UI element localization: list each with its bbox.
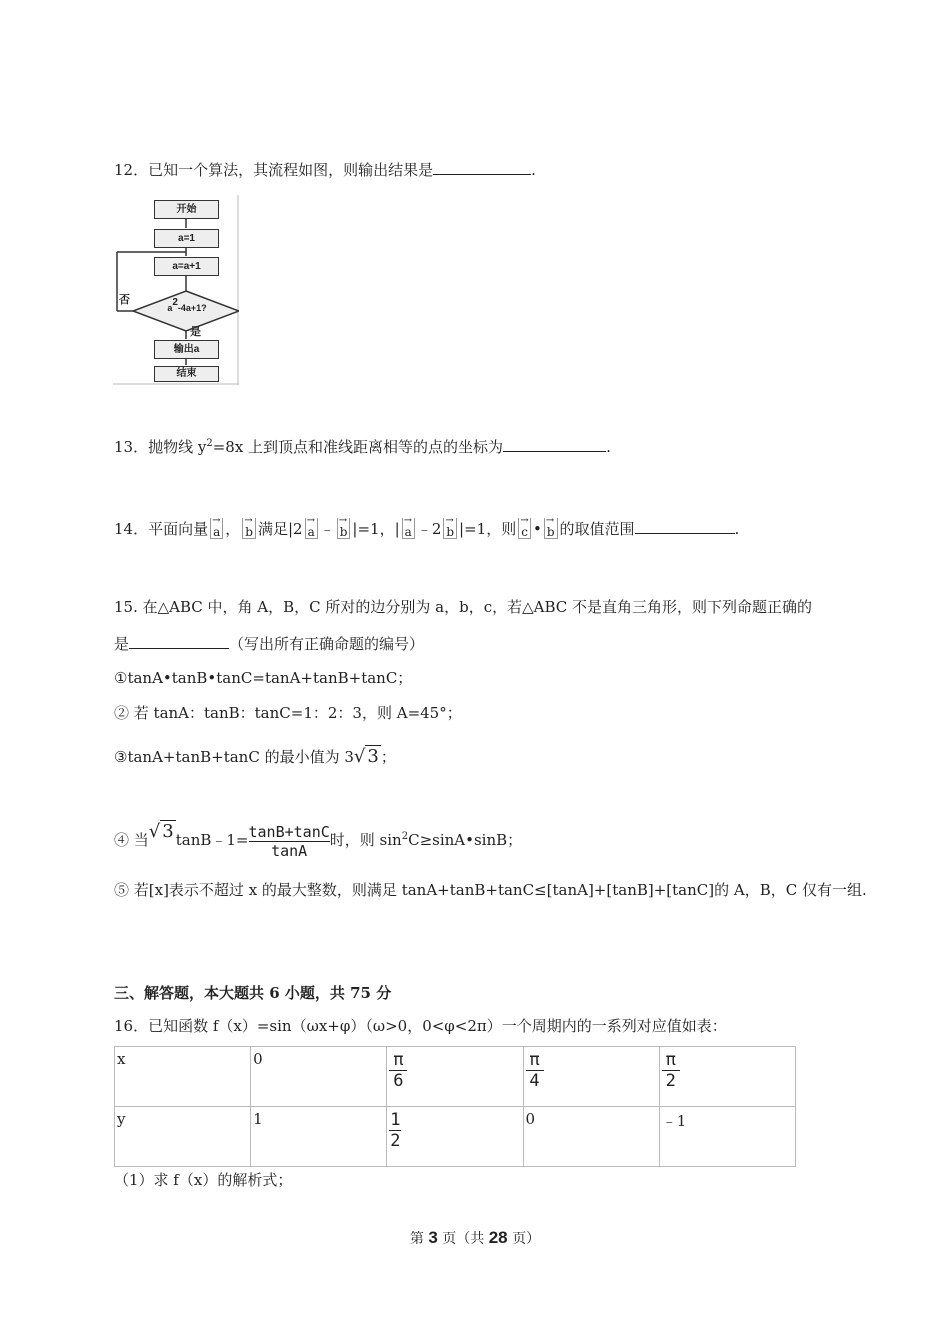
fraction: $\frac{\tan B+\tan C}{\tan A}$ — [248, 822, 330, 860]
table-row — [115, 1047, 796, 1107]
answer-blank — [635, 519, 735, 534]
table-cell: 1 — [251, 1107, 387, 1167]
value-table — [114, 1046, 796, 1167]
flow-condition: $a^2-4a+1$? — [167, 297, 207, 313]
flow-end-box: 结束 — [154, 366, 219, 382]
fraction: $\frac{1}{2}$ — [390, 1110, 401, 1151]
question-16-part-1: （1）求 f（x）的解析式； — [114, 1171, 293, 1189]
flow-no-label: 否 — [119, 293, 130, 306]
fraction: $\frac{\pi}{4}$ — [526, 1050, 544, 1091]
table-cell: y — [115, 1107, 251, 1167]
page-number: 3 — [428, 1228, 438, 1247]
question-14: 14．平面向量→ a ，→ b 满足|2→ a ﹣→ b |=1，|→ a ﹣2→ b |=1，则→ c •→ b 的取值范围 . — [114, 518, 739, 539]
fraction: $\frac{\pi}{2}$ — [662, 1050, 680, 1091]
vector-b: → b — [443, 518, 457, 539]
q15-line1: 15. 在△ABC 中，角 A，B，C 所对的边分别为 a，b，c，若△ABC 不是直角三角形，则下列命题正确的 — [114, 598, 813, 616]
q15-proposition-2: ② 若 tanA：tanB：tanC=1：2：3，则 A=45°； — [114, 704, 462, 722]
q15-line2: 是 （写出所有正确命题的编号） — [114, 635, 425, 653]
table-cell — [387, 1047, 523, 1107]
flow-init-box: a=1 — [154, 229, 219, 248]
vector-a: → a — [210, 518, 223, 539]
table-cell — [523, 1047, 659, 1107]
sqrt-symbol: √ 3 — [148, 821, 174, 842]
question-16: 16．已知函数 f（x）=sin（ωx+φ）（ω>0，0<φ<2π）一个周期内的一系列对应值如表： — [114, 1017, 727, 1035]
table-cell: 0 — [251, 1047, 387, 1107]
table-cell: 0 — [523, 1107, 659, 1167]
question-13: 13．抛物线 $y^2=8x$ 上到顶点和准线距离相等的点的坐标为 . — [114, 438, 611, 456]
section-heading: 三、解答题，本大题共 6 小题，共 75 分 — [114, 984, 392, 1002]
q15-proposition-5: ⑤ 若[x]表示不超过 x 的最大整数，则满足 tanA+tanB+tanC≤[tanA]+[tanB]+[tanC]的 A，B，C 仅有一组. — [114, 881, 867, 899]
table-cell: x — [115, 1047, 251, 1107]
table-cell — [659, 1047, 795, 1107]
page-footer: 第 3 页（共 28 页） — [409, 1228, 541, 1247]
flowchart — [113, 195, 239, 385]
sqrt-symbol: √ 3 — [353, 746, 379, 767]
table-cell — [387, 1107, 523, 1167]
flow-step-box: a=a+1 — [154, 257, 219, 276]
table-row — [115, 1107, 796, 1167]
answer-blank — [503, 437, 606, 452]
question-12: 12．已知一个算法，其流程如图，则输出结果是 . — [114, 161, 536, 179]
total-pages: 28 — [488, 1228, 508, 1247]
answer-blank — [433, 160, 531, 175]
vector-a: → a — [305, 518, 318, 539]
vector-a: → a — [402, 518, 415, 539]
flow-yes-label: 是 — [190, 325, 201, 338]
flow-start-box: 开始 — [154, 200, 219, 219]
flow-output-box: 输出a — [154, 340, 219, 359]
answer-blank — [129, 634, 229, 649]
q12-text: 12．已知一个算法，其流程如图，则输出结果是 — [114, 161, 434, 179]
q15-proposition-3: ③tanA+tanB+tanC 的最小值为 3√ 3 ； — [114, 746, 396, 767]
vector-b: → b — [337, 518, 351, 539]
vector-b: → b — [242, 518, 256, 539]
table-cell: ﹣1 — [659, 1107, 795, 1167]
vector-b: → b — [544, 518, 558, 539]
vector-c: → c — [518, 518, 531, 539]
fraction: $\frac{\pi}{6}$ — [389, 1050, 407, 1091]
q15-proposition-4: ④ 当√ 3 tanB﹣1= $\frac{\tan B+\tan C}{\tan A}$ 时，则 $\sin^2C\ge\sin A•\sin B$； — [114, 821, 523, 860]
q15-proposition-1: ①tanA•tanB•tanC=tanA+tanB+tanC； — [114, 669, 413, 687]
